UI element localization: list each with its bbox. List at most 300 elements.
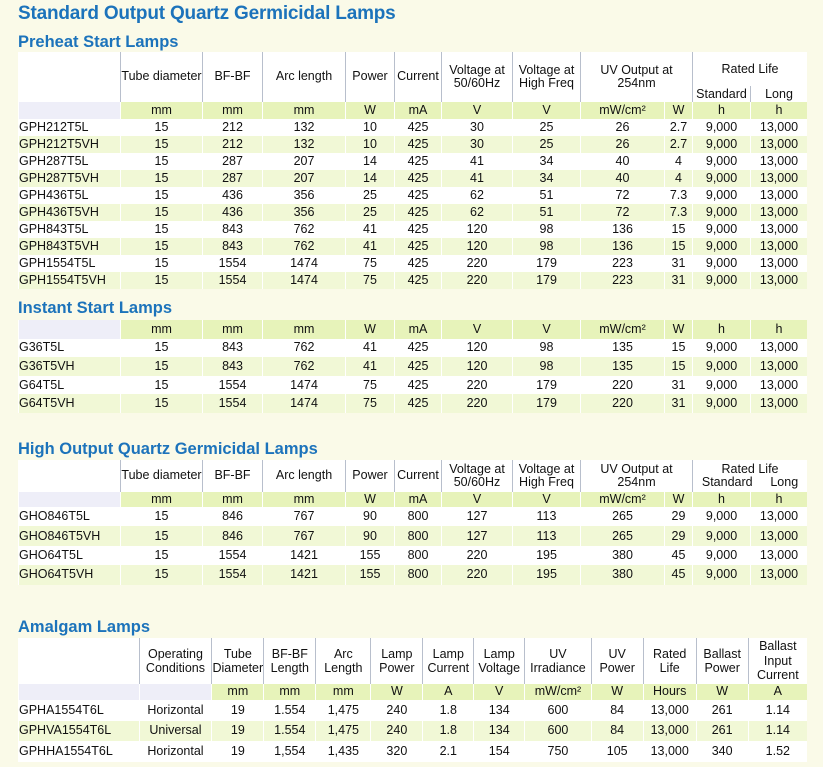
table-cell: 261 xyxy=(696,700,748,721)
table-cell: 179 xyxy=(512,255,580,272)
lamp-model: GPH212T5VH xyxy=(18,136,120,153)
unit-cell: W xyxy=(345,492,394,507)
table-cell: 1.14 xyxy=(748,700,807,721)
table-row xyxy=(18,153,807,170)
table-cell: 2.7 xyxy=(664,136,692,153)
rated-life-label: Rated Life xyxy=(721,461,779,476)
table-row xyxy=(18,357,807,376)
table-row xyxy=(18,507,807,526)
unit-cell: W xyxy=(664,320,692,339)
table-row xyxy=(18,170,807,187)
lamp-model: GHO64T5L xyxy=(18,546,120,565)
table-cell: 15 xyxy=(120,565,202,584)
table-cell: 13,000 xyxy=(750,204,807,221)
rated-life-sub xyxy=(693,476,807,489)
table-cell: 15 xyxy=(120,272,202,289)
table-cell: 155 xyxy=(345,565,394,584)
current-header: Current xyxy=(394,460,441,492)
table-cell: 212 xyxy=(202,119,262,136)
table-cell: 72 xyxy=(580,204,664,221)
units-first-cell xyxy=(18,684,139,700)
table-cell: 19 xyxy=(211,741,263,762)
rated-life-header xyxy=(692,460,807,492)
table-cell: 425 xyxy=(394,339,441,358)
table-cell: 800 xyxy=(394,507,441,526)
table-cell: 1.8 xyxy=(422,700,473,721)
table-cell: 29 xyxy=(664,526,692,545)
table-cell: 90 xyxy=(345,507,394,526)
table-cell: 84 xyxy=(591,700,643,721)
table-cell: 98 xyxy=(512,357,580,376)
tube-header: Tube diameter xyxy=(120,52,202,102)
table-cell: 45 xyxy=(664,546,692,565)
current-header: Current xyxy=(394,52,441,102)
table-cell: 287 xyxy=(202,170,262,187)
unit-cell: mm xyxy=(202,320,262,339)
units-blank-cell xyxy=(139,684,212,700)
table-cell: 600 xyxy=(524,721,591,742)
table-cell: 120 xyxy=(441,238,512,255)
bfbf-header: BF-BF xyxy=(202,52,262,102)
table-cell: 13,000 xyxy=(750,507,807,526)
unit-cell: mm xyxy=(120,492,202,507)
table-cell: 155 xyxy=(345,546,394,565)
table-cell: 600 xyxy=(524,700,591,721)
uv-output-header: UV Output at 254nm xyxy=(580,460,692,492)
unit-cell: W xyxy=(664,492,692,507)
table-cell: Horizontal xyxy=(139,700,212,721)
table-cell: 41 xyxy=(345,357,394,376)
table-cell: 9,000 xyxy=(692,546,750,565)
table-cell: 15 xyxy=(120,357,202,376)
lamp-model: GPH287T5VH xyxy=(18,170,120,187)
table-cell: 1554 xyxy=(202,394,262,413)
table-cell: 26 xyxy=(580,119,664,136)
table-cell: 134 xyxy=(473,721,524,742)
unit-cell: V xyxy=(512,320,580,339)
table-cell: 75 xyxy=(345,272,394,289)
unit-cell: mW/cm² xyxy=(524,684,591,700)
table-cell: 1,475 xyxy=(315,700,370,721)
table-cell: 15 xyxy=(120,153,202,170)
table-cell: 1.14 xyxy=(748,721,807,742)
table-cell: 13,000 xyxy=(750,136,807,153)
table-cell: 1421 xyxy=(262,565,345,584)
table-cell: 31 xyxy=(664,394,692,413)
table-cell: 15 xyxy=(664,221,692,238)
table-cell: 2.1 xyxy=(422,741,473,762)
unit-cell: V xyxy=(441,102,512,119)
table-cell: 425 xyxy=(394,357,441,376)
table-cell: 15 xyxy=(120,170,202,187)
table-cell: 13,000 xyxy=(750,376,807,395)
page-title: Standard Output Quartz Germicidal Lamps xyxy=(18,3,396,24)
table-cell: 762 xyxy=(262,221,345,238)
table-cell: 154 xyxy=(473,741,524,762)
unit-cell: Hours xyxy=(643,684,696,700)
unit-cell: A xyxy=(748,684,807,700)
lamp-model: GHO846T5VH xyxy=(18,526,120,545)
table-cell: 9,000 xyxy=(692,526,750,545)
power-header: Power xyxy=(345,52,394,102)
table-cell: 120 xyxy=(441,221,512,238)
table-cell: 223 xyxy=(580,272,664,289)
table-row xyxy=(18,272,807,289)
table-cell: 98 xyxy=(512,221,580,238)
unit-cell: W xyxy=(345,320,394,339)
table-cell: 13,000 xyxy=(750,153,807,170)
unit-cell: mm xyxy=(262,320,345,339)
units-row xyxy=(18,684,807,700)
table-cell: 843 xyxy=(202,221,262,238)
table-cell: 41 xyxy=(441,153,512,170)
table-cell: 15 xyxy=(664,339,692,358)
voltage-5060-header: Voltage at 50/60Hz xyxy=(441,52,512,102)
table-cell: 207 xyxy=(262,170,345,187)
table-cell: 98 xyxy=(512,238,580,255)
lamp-model: GPH1554T5VH xyxy=(18,272,120,289)
name-header xyxy=(18,460,120,492)
table-cell: 15 xyxy=(120,507,202,526)
table-cell: 30 xyxy=(441,136,512,153)
table-cell: 767 xyxy=(262,526,345,545)
table-cell: 14 xyxy=(345,153,394,170)
table-cell: 1474 xyxy=(262,376,345,395)
table-cell: 220 xyxy=(580,394,664,413)
table-cell: 9,000 xyxy=(692,221,750,238)
table-cell: 135 xyxy=(580,357,664,376)
unit-cell: mm xyxy=(315,684,370,700)
table-cell: 15 xyxy=(120,339,202,358)
table-cell: 13,000 xyxy=(750,546,807,565)
table-cell: 1554 xyxy=(202,546,262,565)
amalgam-header: Arc Length xyxy=(315,638,370,684)
table-cell: 436 xyxy=(202,204,262,221)
table-cell: 356 xyxy=(262,187,345,204)
table-cell: 1474 xyxy=(262,272,345,289)
unit-cell: mm xyxy=(202,492,262,507)
table-row xyxy=(18,700,807,721)
high-output-table xyxy=(18,460,807,585)
table-cell: 380 xyxy=(580,546,664,565)
table-cell: 62 xyxy=(441,204,512,221)
voltage-5060-header: Voltage at 50/60Hz xyxy=(441,460,512,492)
table-cell: 9,000 xyxy=(692,565,750,584)
table-cell: 1.554 xyxy=(263,700,315,721)
table-cell: 179 xyxy=(512,376,580,395)
table-cell: 15 xyxy=(120,204,202,221)
table-cell: 75 xyxy=(345,255,394,272)
table-row xyxy=(18,526,807,545)
high-output-heading: High Output Quartz Germicidal Lamps xyxy=(18,440,318,458)
unit-cell: V xyxy=(441,492,512,507)
table-cell: 132 xyxy=(262,119,345,136)
table-cell: 13,000 xyxy=(643,700,696,721)
table-row xyxy=(18,255,807,272)
table-cell: 15 xyxy=(120,255,202,272)
table-cell: 220 xyxy=(441,255,512,272)
amalgam-heading: Amalgam Lamps xyxy=(18,618,151,636)
long-life-header: Long xyxy=(770,475,799,489)
unit-cell: V xyxy=(473,684,524,700)
table-cell: 13,000 xyxy=(750,272,807,289)
table-cell: 800 xyxy=(394,526,441,545)
table-cell: 19 xyxy=(211,721,263,742)
table-cell: 7.3 xyxy=(664,204,692,221)
table-cell: 13,000 xyxy=(643,721,696,742)
amalgam-header: Ballast Power xyxy=(696,638,748,684)
table-cell: 31 xyxy=(664,272,692,289)
table-cell: Universal xyxy=(139,721,212,742)
table-cell: 90 xyxy=(345,526,394,545)
table-row xyxy=(18,721,807,742)
amalgam-header: Operating Conditions xyxy=(139,638,212,684)
table-cell: 9,000 xyxy=(692,204,750,221)
instant-table xyxy=(18,320,807,413)
table-cell: 15 xyxy=(120,136,202,153)
table-cell: 800 xyxy=(394,565,441,584)
table-cell: 425 xyxy=(394,272,441,289)
table-cell: 15 xyxy=(120,221,202,238)
table-cell: 195 xyxy=(512,565,580,584)
table-cell: 340 xyxy=(696,741,748,762)
table-cell: 34 xyxy=(512,170,580,187)
instant-heading: Instant Start Lamps xyxy=(18,299,173,317)
table-cell: 25 xyxy=(345,204,394,221)
table-cell: 9,000 xyxy=(692,272,750,289)
name-header xyxy=(18,638,139,684)
table-cell: 220 xyxy=(441,376,512,395)
unit-cell: h xyxy=(750,320,807,339)
table-cell: 13,000 xyxy=(643,741,696,762)
lamp-model: GPH436T5L xyxy=(18,187,120,204)
lamp-model: G36T5VH xyxy=(18,357,120,376)
table-cell: 41 xyxy=(345,221,394,238)
table-cell: 26 xyxy=(580,136,664,153)
unit-cell: V xyxy=(512,102,580,119)
unit-cell: W xyxy=(591,684,643,700)
table-cell: 4 xyxy=(664,153,692,170)
lamp-model: GPHHA1554T6L xyxy=(18,741,139,762)
table-cell: 240 xyxy=(370,721,422,742)
unit-cell: h xyxy=(750,492,807,507)
table-cell: 380 xyxy=(580,565,664,584)
table-cell: 207 xyxy=(262,153,345,170)
table-row xyxy=(18,119,807,136)
lamp-model: GPHVA1554T6L xyxy=(18,721,139,742)
units-row xyxy=(18,320,807,339)
table-cell: 425 xyxy=(394,238,441,255)
table-row xyxy=(18,546,807,565)
table-cell: 19 xyxy=(211,700,263,721)
amalgam-header: Tube Diameter xyxy=(211,638,263,684)
table-cell: 1421 xyxy=(262,546,345,565)
table-cell: 356 xyxy=(262,204,345,221)
table-cell: 1.8 xyxy=(422,721,473,742)
unit-cell: h xyxy=(750,102,807,119)
table-cell: 45 xyxy=(664,565,692,584)
table-row xyxy=(18,741,807,762)
lamp-model: GPH287T5L xyxy=(18,153,120,170)
table-cell: 41 xyxy=(441,170,512,187)
table-cell: 179 xyxy=(512,272,580,289)
table-cell: 179 xyxy=(512,394,580,413)
table-cell: 14 xyxy=(345,170,394,187)
unit-cell: A xyxy=(422,684,473,700)
table-cell: 31 xyxy=(664,255,692,272)
table-cell: 1554 xyxy=(202,255,262,272)
table-cell: 25 xyxy=(512,136,580,153)
unit-cell: W xyxy=(370,684,422,700)
table-cell: 220 xyxy=(441,272,512,289)
unit-cell: mm xyxy=(120,320,202,339)
lamp-model: G36T5L xyxy=(18,339,120,358)
arc-header: Arc length xyxy=(262,52,345,102)
table-cell: 1554 xyxy=(202,272,262,289)
standard-life-header: Standard xyxy=(701,475,753,489)
table-cell: 425 xyxy=(394,221,441,238)
table-cell: 843 xyxy=(202,357,262,376)
units-row xyxy=(18,102,807,119)
preheat-table xyxy=(18,52,807,289)
table-cell: 13,000 xyxy=(750,221,807,238)
table-cell: 13,000 xyxy=(750,565,807,584)
lamp-model: GHO64T5VH xyxy=(18,565,120,584)
table-cell: 113 xyxy=(512,526,580,545)
table-cell: 25 xyxy=(512,119,580,136)
table-cell: 15 xyxy=(120,187,202,204)
unit-cell: W xyxy=(664,102,692,119)
unit-cell: mA xyxy=(394,102,441,119)
table-cell: 1474 xyxy=(262,394,345,413)
table-cell: 1,554 xyxy=(263,741,315,762)
table-cell: 84 xyxy=(591,721,643,742)
lamp-model: GPH1554T5L xyxy=(18,255,120,272)
table-cell: 51 xyxy=(512,187,580,204)
table-cell: 261 xyxy=(696,721,748,742)
uv-output-header: UV Output at 254nm xyxy=(580,52,692,102)
tube-header: Tube diameter xyxy=(120,460,202,492)
table-row xyxy=(18,221,807,238)
table-cell: 15 xyxy=(664,238,692,255)
table-row xyxy=(18,204,807,221)
table-cell: 9,000 xyxy=(692,394,750,413)
table-cell: 9,000 xyxy=(692,153,750,170)
table-cell: 9,000 xyxy=(692,119,750,136)
table-cell: 9,000 xyxy=(692,339,750,358)
lamp-model: GPH212T5L xyxy=(18,119,120,136)
table-row xyxy=(18,136,807,153)
table-cell: 425 xyxy=(394,394,441,413)
table-cell: 135 xyxy=(580,339,664,358)
table-cell: 800 xyxy=(394,546,441,565)
arc-header: Arc length xyxy=(262,460,345,492)
table-cell: 25 xyxy=(345,187,394,204)
table-cell: 62 xyxy=(441,187,512,204)
table-cell: 4 xyxy=(664,170,692,187)
rated-life-header: Rated Life xyxy=(692,52,807,86)
table-cell: 136 xyxy=(580,238,664,255)
table-cell: 846 xyxy=(202,526,262,545)
amalgam-header: BF-BF Length xyxy=(263,638,315,684)
table-cell: 51 xyxy=(512,204,580,221)
table-cell: 40 xyxy=(580,170,664,187)
table-cell: 72 xyxy=(580,187,664,204)
unit-cell: mW/cm² xyxy=(580,320,664,339)
table-cell: 1554 xyxy=(202,376,262,395)
table-row xyxy=(18,394,807,413)
table-cell: 9,000 xyxy=(692,507,750,526)
table-cell: 13,000 xyxy=(750,339,807,358)
table-cell: 13,000 xyxy=(750,119,807,136)
unit-cell: W xyxy=(345,102,394,119)
table-cell: 13,000 xyxy=(750,187,807,204)
table-row xyxy=(18,565,807,584)
table-cell: 41 xyxy=(345,339,394,358)
table-cell: 287 xyxy=(202,153,262,170)
table-row xyxy=(18,339,807,358)
table-cell: 425 xyxy=(394,153,441,170)
table-cell: 15 xyxy=(664,357,692,376)
table-cell: 13,000 xyxy=(750,526,807,545)
amalgam-header: Lamp Voltage xyxy=(473,638,524,684)
table-cell: 762 xyxy=(262,357,345,376)
table-cell: 15 xyxy=(120,119,202,136)
table-cell: 425 xyxy=(394,187,441,204)
lamp-model: G64T5L xyxy=(18,376,120,395)
unit-cell: h xyxy=(692,102,750,119)
voltage-hf-header: Voltage at High Freq xyxy=(512,52,580,102)
amalgam-header: Ballast Input Current xyxy=(748,638,807,684)
lamp-model: G64T5VH xyxy=(18,394,120,413)
unit-cell: mW/cm² xyxy=(580,102,664,119)
table-cell: 265 xyxy=(580,526,664,545)
table-cell: 195 xyxy=(512,546,580,565)
table-cell: 220 xyxy=(441,546,512,565)
amalgam-header: UV Power xyxy=(591,638,643,684)
table-cell: 425 xyxy=(394,204,441,221)
lamp-model: GPH843T5VH xyxy=(18,238,120,255)
unit-cell: mm xyxy=(262,102,345,119)
table-cell: 98 xyxy=(512,339,580,358)
table-cell: 9,000 xyxy=(692,255,750,272)
table-cell: 1,475 xyxy=(315,721,370,742)
amalgam-header: Lamp Current xyxy=(422,638,473,684)
unit-cell: h xyxy=(692,320,750,339)
table-cell: 9,000 xyxy=(692,357,750,376)
units-first-cell xyxy=(18,492,120,507)
unit-cell: h xyxy=(692,492,750,507)
table-cell: 10 xyxy=(345,119,394,136)
table-cell: 15 xyxy=(120,238,202,255)
units-first-cell xyxy=(18,102,120,119)
unit-cell: V xyxy=(441,320,512,339)
table-cell: 120 xyxy=(441,357,512,376)
table-cell: 132 xyxy=(262,136,345,153)
table-cell: 1,435 xyxy=(315,741,370,762)
table-cell: 9,000 xyxy=(692,187,750,204)
table-cell: 320 xyxy=(370,741,422,762)
table-cell: 13,000 xyxy=(750,357,807,376)
table-row xyxy=(18,187,807,204)
table-cell: 40 xyxy=(580,153,664,170)
lamp-model: GPH843T5L xyxy=(18,221,120,238)
lamp-model: GHO846T5L xyxy=(18,507,120,526)
unit-cell: mm xyxy=(202,102,262,119)
table-cell: 41 xyxy=(345,238,394,255)
table-cell: 127 xyxy=(441,526,512,545)
table-cell: 767 xyxy=(262,507,345,526)
